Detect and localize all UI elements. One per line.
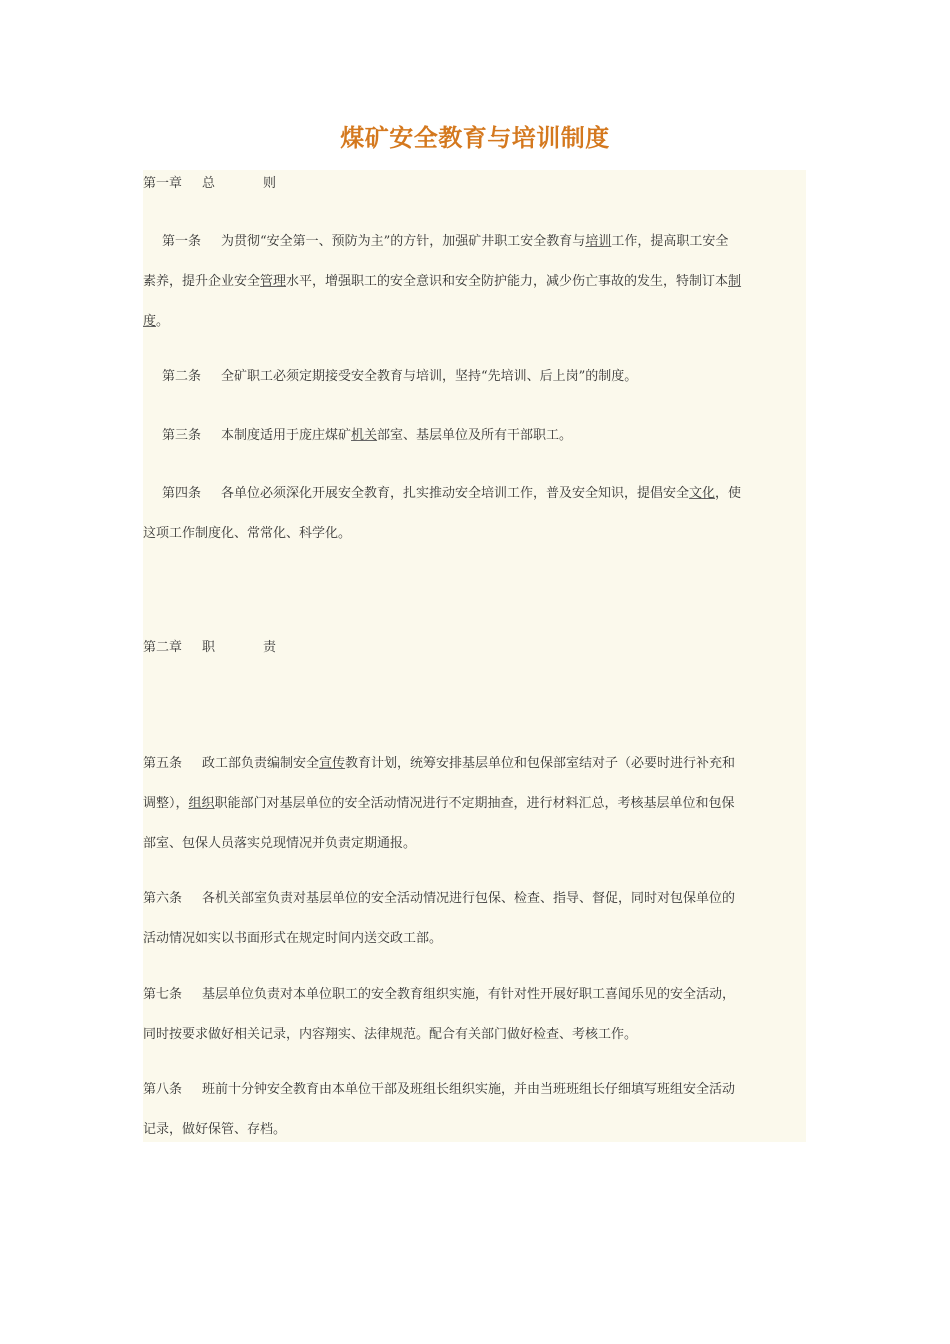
link-organization[interactable]: 组织 — [188, 796, 215, 811]
article-4-text: 各单位必须深化开展安全教育，扎实推动安全培训工作，普及安全知识，提倡安全 — [221, 486, 690, 501]
article-4-label: 第四条 — [162, 486, 202, 501]
article-7-label: 第七条 — [143, 987, 183, 1002]
article-4-line-1 — [162, 486, 741, 502]
document-title: 煤矿安全教育与培训制度 — [340, 124, 610, 152]
article-6-text: 活动情况如实以书面形式在规定时间内送交政工部。 — [143, 931, 443, 946]
article-2-text: 全矿职工必须定期接受安全教育与培训，坚持“先培训、后上岗”的制度。 — [221, 369, 638, 384]
chapter-2-label: 第二章 — [143, 640, 183, 655]
chapter-1-title-part-2: 则 — [263, 176, 277, 191]
article-5-text: 教育计划，统筹安排基层单位和包保部室结对子（必要时进行补充和 — [345, 756, 736, 771]
article-5-line-3 — [143, 836, 416, 852]
article-4-text: 这项工作制度化、常常化、科学化。 — [143, 526, 352, 541]
article-8-text: 记录，做好保管、存档。 — [143, 1122, 287, 1137]
article-5-text: 政工部负责编制安全 — [202, 756, 320, 771]
article-7-text: 同时按要求做好相关记录，内容翔实、法律规范。配合有关部门做好检查、考核工作。 — [143, 1027, 638, 1042]
article-3-text: 本制度适用于庞庄煤矿 — [221, 428, 352, 443]
article-1-text: 素养，提升企业安全 — [143, 274, 261, 289]
article-1-label: 第一条 — [162, 234, 202, 249]
chapter-1-heading — [143, 176, 276, 192]
article-8-label: 第八条 — [143, 1082, 183, 1097]
article-6-line-1 — [143, 891, 735, 907]
article-5-text: 部室、包保人员落实兑现情况并负责定期通报。 — [143, 836, 417, 851]
chapter-2-title-part-1: 职 — [202, 640, 216, 655]
article-1-text: 水平，增强职工的安全意识和安全防护能力，减少伤亡事故的发生，特制订本 — [286, 274, 729, 289]
article-5-text: 职能部门对基层单位的安全活动情况进行不定期抽查，进行材料汇总，考核基层单位和包保 — [214, 796, 735, 811]
link-publicity[interactable]: 宣传 — [319, 756, 346, 771]
article-5-text: 调整）， — [143, 796, 189, 811]
article-4-line-2 — [143, 526, 351, 542]
article-7-text: 基层单位负责对本单位职工的安全教育组织实施，有针对性开展好职工喜闻乐见的安全活动， — [202, 987, 736, 1002]
article-6-label: 第六条 — [143, 891, 183, 906]
article-1-text: 。 — [156, 314, 170, 329]
link-organs[interactable]: 机关 — [351, 428, 378, 443]
article-6-text: 各机关部室负责对基层单位的安全活动情况进行包保、检查、指导、督促，同时对包保单位的 — [202, 891, 736, 906]
link-system-part-1[interactable]: 制 — [728, 274, 742, 289]
article-1-text: 为贯彻“安全第一、预防为主”的方针，加强矿井职工安全教育与 — [221, 234, 586, 249]
article-7-line-1 — [143, 987, 735, 1003]
link-system-part-2[interactable]: 度 — [143, 314, 157, 329]
article-2-label: 第二条 — [162, 369, 202, 384]
article-1-line-2 — [143, 274, 741, 290]
article-4-text: ，使 — [715, 486, 742, 501]
article-3-line-1 — [162, 428, 572, 444]
article-5-line-2 — [143, 796, 735, 812]
article-7-line-2 — [143, 1027, 637, 1043]
article-1-line-1 — [162, 234, 728, 250]
article-2-line-1 — [162, 369, 637, 385]
article-8-line-2 — [143, 1122, 286, 1138]
article-5-label: 第五条 — [143, 756, 183, 771]
link-culture[interactable]: 文化 — [689, 486, 716, 501]
content-area — [143, 170, 806, 1142]
article-3-text: 部室、基层单位及所有干部职工。 — [377, 428, 573, 443]
link-training[interactable]: 培训 — [585, 234, 612, 249]
article-6-line-2 — [143, 931, 442, 947]
link-management[interactable]: 管理 — [260, 274, 287, 289]
article-8-line-1 — [143, 1082, 735, 1098]
article-1-text: 工作，提高职工安全 — [611, 234, 729, 249]
article-5-line-1 — [143, 756, 735, 772]
chapter-2-heading — [143, 640, 276, 656]
chapter-1-title-part-1: 总 — [202, 176, 216, 191]
chapter-2-title-part-2: 责 — [263, 640, 277, 655]
article-3-label: 第三条 — [162, 428, 202, 443]
article-1-line-3 — [143, 314, 169, 330]
chapter-1-label: 第一章 — [143, 176, 183, 191]
article-8-text: 班前十分钟安全教育由本单位干部及班组长组织实施，并由当班班组长仔细填写班组安全活动 — [202, 1082, 736, 1097]
